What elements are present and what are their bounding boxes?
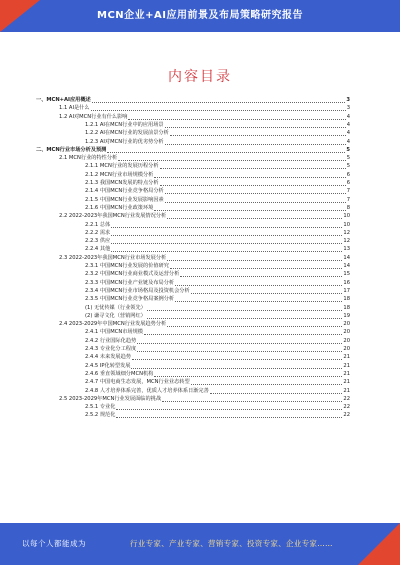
toc-entry-page: 16	[343, 279, 350, 286]
toc-entry-label: 2.3.3 中国MCN行业产业链及布局分析	[85, 279, 175, 286]
toc-leader-dots	[116, 408, 342, 410]
toc-entry-page: 20	[343, 329, 350, 336]
toc-entry-page: 12	[343, 238, 350, 245]
toc-entry-page: 21	[343, 379, 350, 386]
toc-entry-label: (1) 无忧传媒（行业领先）	[85, 304, 146, 311]
toc-leader-dots	[147, 317, 343, 319]
toc-entry[interactable]	[85, 245, 350, 253]
toc-entry-label: 2.1.5 中国MCN行业发展影响因素	[85, 196, 164, 203]
toc-entry[interactable]	[85, 237, 350, 245]
toc-entry[interactable]	[85, 362, 350, 370]
toc-entry-label: 2.4.5 IP化转型发展	[85, 362, 131, 369]
toc-entry-label: 2.2 2022-2023年我国MCN行业发展情况分析	[59, 213, 167, 220]
toc-leader-dots	[111, 250, 342, 252]
toc-entry-label: 2.2.1 总体	[85, 221, 111, 228]
toc-entry-page: 21	[343, 362, 350, 369]
toc-leader-dots	[167, 217, 342, 219]
header-title: MCN企业+AI应用前景及布局策略研究报告	[97, 10, 303, 21]
toc-entry-label: 2.4.1 中国MCN市场规模	[85, 329, 143, 336]
toc-entry-label: 2.2.3 供应	[85, 238, 111, 245]
toc-entry-label: 一、MCN+AI应用概述	[36, 97, 91, 103]
toc-entry[interactable]	[85, 403, 350, 411]
toc-entry[interactable]	[59, 395, 350, 403]
toc-entry-page: 18	[343, 296, 350, 303]
toc-entry-page: 5	[346, 155, 350, 162]
toc-entry[interactable]	[85, 204, 350, 212]
toc-entry-page: 22	[343, 395, 350, 402]
toc-entry[interactable]	[59, 320, 350, 328]
footer-slogan-left: 以每个人都能成为	[22, 539, 86, 548]
toc-entry-page: 7	[346, 188, 350, 195]
toc-entry-label: 二、MCN行业市场分析及预测	[36, 146, 107, 153]
toc-entry-page: 3	[346, 97, 350, 103]
toc-entry-page: 22	[343, 404, 350, 411]
toc-entry-page: 4	[346, 138, 350, 145]
toc-leader-dots	[210, 392, 343, 394]
toc-leader-dots	[147, 309, 343, 311]
toc-entry-page: 4	[346, 121, 350, 128]
toc-leader-dots	[191, 292, 343, 294]
toc-entry-page: 12	[343, 229, 350, 236]
toc-entry-page: 22	[343, 412, 350, 419]
toc-entry-label: 2.2.2 需求	[85, 229, 111, 236]
toc-entry-page: 21	[343, 370, 350, 377]
toc-entry-page: 5	[346, 146, 350, 153]
toc-entry-page: 6	[346, 180, 350, 186]
toc-entry-page: 21	[343, 387, 350, 394]
toc-entry-page: 3	[346, 105, 350, 112]
toc-leader-dots	[170, 134, 346, 136]
toc-leader-dots	[162, 400, 342, 402]
toc-entry-label: 2.3.4 中国MCN行业市场格局及投资机会分析	[85, 287, 190, 294]
toc-entry[interactable]	[85, 229, 350, 237]
toc-entry[interactable]	[59, 212, 350, 220]
toc-entry[interactable]	[85, 270, 350, 278]
toc-entry-label: 2.1.3 我国MCN发展的特点分析	[85, 180, 159, 186]
toc-entry-label: 2.5.2 规范化	[85, 412, 116, 419]
toc-leader-dots	[107, 151, 345, 153]
toc-leader-dots	[167, 325, 342, 327]
toc-entry-label: 2.5 2023-2029年MCN行业发展面临的挑战	[59, 395, 162, 402]
toc-entry-page: 14	[343, 263, 350, 269]
toc-leader-dots	[170, 267, 343, 269]
toc-entry[interactable]	[85, 287, 350, 295]
toc-entry-page: 20	[343, 321, 350, 328]
toc-entry-page: 10	[343, 213, 350, 220]
toc-entry-page: 5	[346, 163, 350, 170]
footer-accent-triangle	[358, 523, 400, 565]
toc-leader-dots	[167, 259, 342, 261]
toc-entry-page: 10	[343, 221, 350, 228]
toc-entry[interactable]	[85, 262, 350, 270]
toc-entry[interactable]	[85, 129, 350, 137]
toc-leader-dots	[154, 176, 345, 178]
toc-entry-page: 4	[346, 130, 350, 137]
toc-entry[interactable]	[85, 337, 350, 345]
toc-leader-dots	[165, 192, 346, 194]
toc-entry[interactable]	[59, 104, 350, 112]
toc-entry[interactable]	[85, 345, 350, 353]
toc-entry[interactable]	[59, 254, 350, 262]
toc-entry-page: 17	[343, 287, 350, 294]
toc-leader-dots	[128, 118, 345, 120]
toc-leader-dots	[118, 159, 345, 161]
toc-entry-label: 2.1.2 MCN行业市场规模分析	[85, 171, 154, 178]
toc-entry[interactable]	[85, 196, 350, 204]
toc-entry[interactable]	[85, 378, 350, 386]
toc-entry[interactable]	[85, 221, 350, 229]
toc-entry[interactable]	[85, 370, 350, 378]
toc-entry[interactable]	[85, 179, 350, 187]
toc-entry[interactable]	[85, 279, 350, 287]
toc-leader-dots	[175, 300, 342, 302]
toc-entry[interactable]	[85, 187, 350, 195]
page-footer	[0, 523, 400, 565]
toc-entry-page: 13	[343, 246, 350, 253]
toc-entry-label: 2.4.8 人才培养体系完善，优质人才培养体系日渐完善	[85, 387, 209, 394]
toc-entry-label: 2.4.7 中国电商生态发展，MCN行业业态转型	[85, 379, 190, 386]
toc-leader-dots	[137, 342, 342, 344]
toc-leader-dots	[111, 226, 342, 228]
page-header	[0, 0, 400, 32]
toc-leader-dots	[180, 275, 342, 277]
toc-entry-label: 2.4.6 垂直领域细分MCN机构	[85, 370, 154, 377]
toc-entry-page: 6	[346, 171, 350, 178]
toc-entry-label: 2.1.4 中国MCN行业竞争格局分析	[85, 188, 164, 195]
toc-entry[interactable]	[85, 121, 350, 129]
toc-leader-dots	[160, 167, 346, 169]
toc-entry[interactable]	[36, 146, 350, 154]
toc-entry-page: 14	[343, 254, 350, 261]
toc-entry-label: 2.3.1 中国MCN行业发展的价值研究	[85, 263, 169, 269]
toc-leader-dots	[160, 184, 346, 186]
toc-entry-label: 2.2.4 其他	[85, 246, 111, 253]
toc-entry[interactable]	[85, 138, 350, 146]
toc-entry[interactable]	[85, 295, 350, 303]
toc-entry-label: 2.4 2023-2029年中国MCN行业发展趋势分析	[59, 321, 167, 328]
toc-leader-dots	[111, 242, 342, 244]
toc-title: 内容目录	[168, 69, 232, 85]
toc-entry-page: 19	[343, 312, 350, 319]
toc-entry-page: 8	[346, 204, 350, 211]
toc-entry[interactable]	[36, 96, 350, 104]
toc-leader-dots	[116, 416, 342, 418]
toc-entry-label: 2.4.4 未来发展趋势	[85, 354, 131, 361]
toc-entry-label: 1.2.1 AI在MCN行业中的应用场景	[85, 121, 164, 128]
toc-entry[interactable]	[85, 353, 350, 361]
toc-entry[interactable]	[85, 387, 350, 395]
footer-slogan-right: 行业专家、产业专家、营销专家、投资专家、企业专家……	[130, 539, 333, 548]
toc-entry[interactable]	[59, 154, 350, 162]
toc-entry-label: 2.4.2 行业国际化趋势	[85, 337, 137, 344]
toc-entry-label: 1.2.3 AI对MCN行业的优劣势分析	[85, 138, 164, 145]
toc-leader-dots	[165, 201, 346, 203]
toc-leader-dots	[92, 101, 346, 103]
toc-entry-label: (2) 谦寻文化（营销网红）	[85, 312, 146, 319]
toc-entry-page: 21	[343, 354, 350, 361]
toc-entry-label: 2.3.2 中国MCN行业商业模式及运营分析	[85, 271, 180, 278]
toc-entry[interactable]	[85, 162, 350, 170]
toc-entry-page: 18	[343, 304, 350, 311]
toc-entry-label: 1.1 AI是什么	[59, 105, 90, 112]
toc-entry-page: 4	[346, 113, 350, 120]
toc-entry-label: 2.5.1 专业化	[85, 404, 116, 411]
toc-entry-label: 2.4.3 专业化分工程度	[85, 346, 137, 352]
toc-entry[interactable]	[85, 411, 350, 419]
toc-entry-label: 2.1 MCN行业的特性分析	[59, 155, 118, 162]
toc-entry-page: 7	[346, 196, 350, 203]
toc-entry-page: 20	[343, 346, 350, 352]
toc-entry-page: 20	[343, 337, 350, 344]
toc-entry[interactable]	[59, 113, 350, 121]
toc-entry-label: 2.3 2022-2023年我国MCN行业市场发展分析	[59, 254, 167, 261]
toc-entry[interactable]	[85, 312, 350, 320]
toc-leader-dots	[191, 383, 343, 385]
toc-entry-label: 2.1.6 中国MCN行业政策环境	[85, 204, 154, 211]
toc-entry-label: 1.2.2 AI在MCN行业的发展前景分析	[85, 130, 169, 137]
toc-leader-dots	[131, 367, 342, 369]
toc-leader-dots	[154, 209, 345, 211]
toc-entry[interactable]	[85, 304, 350, 312]
toc-leader-dots	[154, 375, 342, 377]
toc-entry-label: 2.1.1 MCN行业的发展历程分析	[85, 163, 159, 170]
toc-entry-page: 15	[343, 271, 350, 278]
toc-leader-dots	[91, 109, 346, 111]
toc-leader-dots	[144, 333, 342, 335]
toc-leader-dots	[132, 358, 342, 360]
toc-entry-label: 2.3.5 中国MCN行业竞争格局案例分析	[85, 296, 175, 303]
toc-entry-label: 1.2 AI对MCN行业有什么影响	[59, 113, 128, 120]
toc-leader-dots	[137, 350, 342, 352]
toc-leader-dots	[175, 284, 342, 286]
toc-leader-dots	[165, 126, 346, 128]
toc-leader-dots	[111, 234, 342, 236]
toc-leader-dots	[165, 143, 346, 145]
toc-entry[interactable]	[85, 328, 350, 336]
toc-entry[interactable]	[85, 171, 350, 179]
